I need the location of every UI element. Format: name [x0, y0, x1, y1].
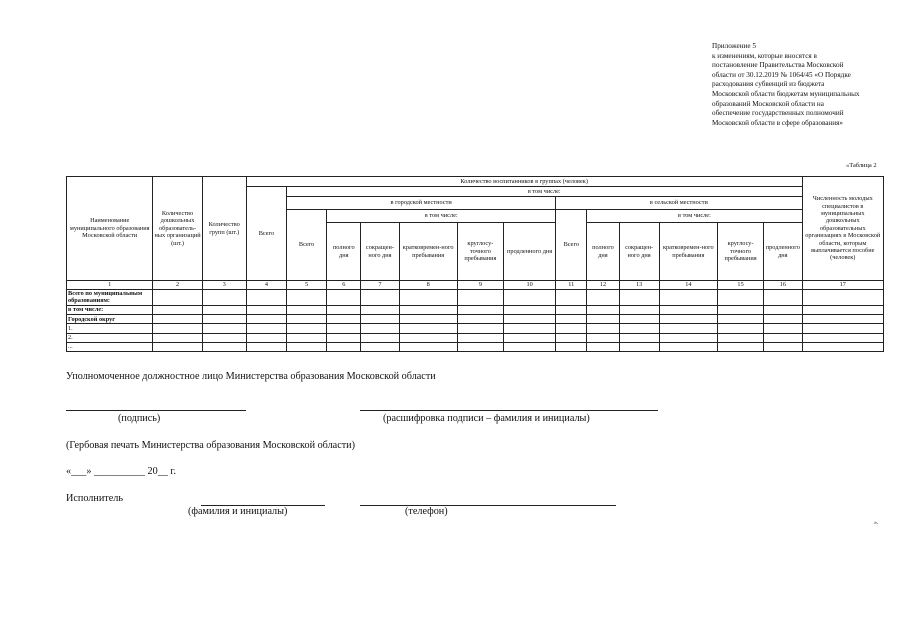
column-number: 9 [457, 281, 503, 290]
table-row [67, 343, 884, 352]
table-cell [659, 305, 717, 314]
appendix-line: области от 30.12.2019 № 1064/45 «О Порядке [712, 70, 851, 79]
header-rural-including: в том числе: [587, 210, 802, 223]
table-cell [717, 324, 763, 333]
header-specialists: Численность молодых специалистов в муниципальных дошкольных образовательных организациях в Московской области, которым выплачивается пособие (человек) [802, 177, 884, 281]
table-cell [659, 343, 717, 352]
table-cell [246, 324, 286, 333]
table-cell [202, 315, 246, 324]
table-cell [361, 343, 399, 352]
table-cell [764, 333, 802, 342]
seal-note: (Гербовая печать Министерства образования Московской области) [66, 440, 356, 451]
table-cell [361, 333, 399, 342]
table-cell [361, 305, 399, 314]
table-cell [556, 290, 587, 306]
table-cell [457, 343, 503, 352]
table-row [67, 290, 884, 306]
closing-mark: ». [874, 520, 879, 526]
table-cell [764, 324, 802, 333]
table-cell [802, 305, 884, 314]
table-cell [399, 343, 457, 352]
table-cell [587, 305, 619, 314]
table-cell [457, 315, 503, 324]
table-cell [287, 343, 327, 352]
table-cell [802, 315, 884, 324]
phone-caption: (телефон) [405, 506, 448, 517]
table-cell [287, 324, 327, 333]
decoding-caption: (расшифровка подписи – фамилия и инициалы) [383, 413, 590, 424]
header-short-day: сокращен-ного дня [619, 223, 659, 281]
table-cell [504, 305, 556, 314]
table-cell [287, 315, 327, 324]
appendix-line: расходования субвенций из бюджета [712, 80, 825, 89]
header-short-stay: кратковремен-ного пребывания [399, 223, 457, 281]
column-number: 10 [504, 281, 556, 290]
table-cell [556, 343, 587, 352]
appendix-line: постановление Правительства Московской [712, 61, 844, 70]
table-cell [504, 324, 556, 333]
table-cell [619, 315, 659, 324]
table-cell [457, 305, 503, 314]
table-cell [717, 333, 763, 342]
table-cell [399, 305, 457, 314]
table-cell [504, 315, 556, 324]
table-cell [802, 333, 884, 342]
executor-label: Исполнитель [66, 493, 123, 504]
header-pupils: Количество воспитанников в группах (человек) [246, 177, 802, 187]
table-cell [764, 290, 802, 306]
table-cell [153, 333, 202, 342]
row-label: Всего по муниципальным образованиям: [67, 290, 153, 306]
column-number: 5 [287, 281, 327, 290]
table-cell [619, 305, 659, 314]
executor-phone-line [360, 505, 616, 506]
table-cell [153, 343, 202, 352]
table-cell [153, 315, 202, 324]
table-cell [202, 290, 246, 306]
table-cell [287, 333, 327, 342]
appendix-line: Московской области бюджетам муниципальных [712, 89, 860, 98]
table-cell [764, 315, 802, 324]
column-number: 12 [587, 281, 619, 290]
table-cell [327, 290, 361, 306]
table-cell [399, 290, 457, 306]
header-short-stay: кратковремен-ного пребывания [659, 223, 717, 281]
header-urban-total: Всего [287, 210, 327, 281]
column-number: 4 [246, 281, 286, 290]
table-row [67, 305, 884, 314]
table-cell [717, 315, 763, 324]
table-cell [659, 290, 717, 306]
table-cell [587, 324, 619, 333]
table-cell [327, 333, 361, 342]
table-cell [587, 343, 619, 352]
column-number: 11 [556, 281, 587, 290]
appendix-line: к изменениям, которые вносятся в [712, 51, 817, 60]
row-label: 2. [67, 333, 153, 342]
table-label: «Таблица 2 [846, 162, 877, 169]
table-cell [556, 305, 587, 314]
table-cell [764, 343, 802, 352]
table-cell [556, 315, 587, 324]
table-cell [246, 333, 286, 342]
official-title: Уполномоченное должностное лицо Министерства образования Московской области [66, 371, 436, 382]
table-cell [399, 333, 457, 342]
table-cell [153, 324, 202, 333]
table-cell [399, 324, 457, 333]
header-extended-day: продленного дня [504, 223, 556, 281]
appendix-line: обеспечение государственных полномочий [712, 109, 844, 118]
table-cell [717, 305, 763, 314]
table-cell [619, 290, 659, 306]
name-caption: (фамилия и инициалы) [188, 506, 288, 517]
table-cell [327, 343, 361, 352]
column-number: 3 [202, 281, 246, 290]
table-cell [802, 290, 884, 306]
table-cell [556, 324, 587, 333]
table-cell [327, 324, 361, 333]
table-cell [327, 305, 361, 314]
table-cell [457, 333, 503, 342]
row-label: в том числе: [67, 305, 153, 314]
row-label: Городской округ [67, 315, 153, 324]
table-cell [802, 324, 884, 333]
table-cell [246, 343, 286, 352]
table-cell [287, 305, 327, 314]
table-row [67, 315, 884, 324]
decoding-line [360, 410, 658, 411]
header-groups: Количество групп (шт.) [202, 177, 246, 281]
table-cell [659, 324, 717, 333]
appendix-line: Приложение 5 [712, 42, 756, 50]
appendix-note [712, 42, 897, 128]
appendix-line: образований Московской области на [712, 99, 824, 108]
column-number: 16 [764, 281, 802, 290]
signature-caption: (подпись) [118, 413, 161, 424]
table-cell [202, 343, 246, 352]
header-rural: в сельской местности [556, 197, 802, 210]
table-cell [659, 333, 717, 342]
table-cell [246, 305, 286, 314]
header-full-day: полного дня [587, 223, 619, 281]
table-cell [504, 343, 556, 352]
column-number: 7 [361, 281, 399, 290]
table-cell [457, 290, 503, 306]
header-municipality: Наименование муниципального образования Московской области [67, 177, 153, 281]
table-cell [457, 324, 503, 333]
table-cell [202, 324, 246, 333]
table-cell [764, 305, 802, 314]
table-cell [361, 290, 399, 306]
header-full-day: полного дня [327, 223, 361, 281]
header-urban: в городской местности [287, 197, 556, 210]
table-row [67, 333, 884, 342]
table-cell [287, 290, 327, 306]
column-number: 13 [619, 281, 659, 290]
table-cell [659, 315, 717, 324]
table-cell [202, 305, 246, 314]
column-number: 8 [399, 281, 457, 290]
table-cell [504, 290, 556, 306]
header-total: Всего [246, 187, 286, 281]
table-cell [619, 343, 659, 352]
table-cell [246, 315, 286, 324]
header-including: в том числе: [287, 187, 802, 197]
column-number: 1 [67, 281, 153, 290]
date-field: «___» __________ 20__ г. [66, 466, 176, 477]
table-cell [619, 333, 659, 342]
header-urban-including: в том числе: [327, 210, 556, 223]
appendix-line: Московской области в сфере образования» [712, 118, 844, 127]
table-cell [153, 305, 202, 314]
table-cell [717, 343, 763, 352]
table-cell [153, 290, 202, 306]
table-cell [587, 290, 619, 306]
table-cell [327, 315, 361, 324]
table-cell [619, 324, 659, 333]
table-cell [587, 315, 619, 324]
column-number: 17 [802, 281, 884, 290]
column-number: 14 [659, 281, 717, 290]
column-number: 15 [717, 281, 763, 290]
table-cell [399, 315, 457, 324]
table-cell [202, 333, 246, 342]
table-cell [587, 333, 619, 342]
table-row [67, 324, 884, 333]
table-cell [361, 324, 399, 333]
table-cell [504, 333, 556, 342]
header-round-clock: круглосу-точного пребывания [717, 223, 763, 281]
header-rural-total: Всего [556, 210, 587, 281]
row-label: ... [67, 343, 153, 352]
row-label: 1. [67, 324, 153, 333]
header-organizations: Количество дошкольных образователь-ных организаций (шт.) [153, 177, 202, 281]
table-cell [246, 290, 286, 306]
column-number: 2 [153, 281, 202, 290]
table-cell [361, 315, 399, 324]
header-extended-day: продленного дня [764, 223, 802, 281]
table-cell [556, 333, 587, 342]
signature-line [66, 410, 246, 411]
report-table [66, 176, 884, 352]
table-body [67, 290, 884, 352]
table-cell [717, 290, 763, 306]
header-round-clock: круглосу-точного пребывания [457, 223, 503, 281]
column-number: 6 [327, 281, 361, 290]
header-short-day: сокращен-ного дня [361, 223, 399, 281]
table-cell [802, 343, 884, 352]
